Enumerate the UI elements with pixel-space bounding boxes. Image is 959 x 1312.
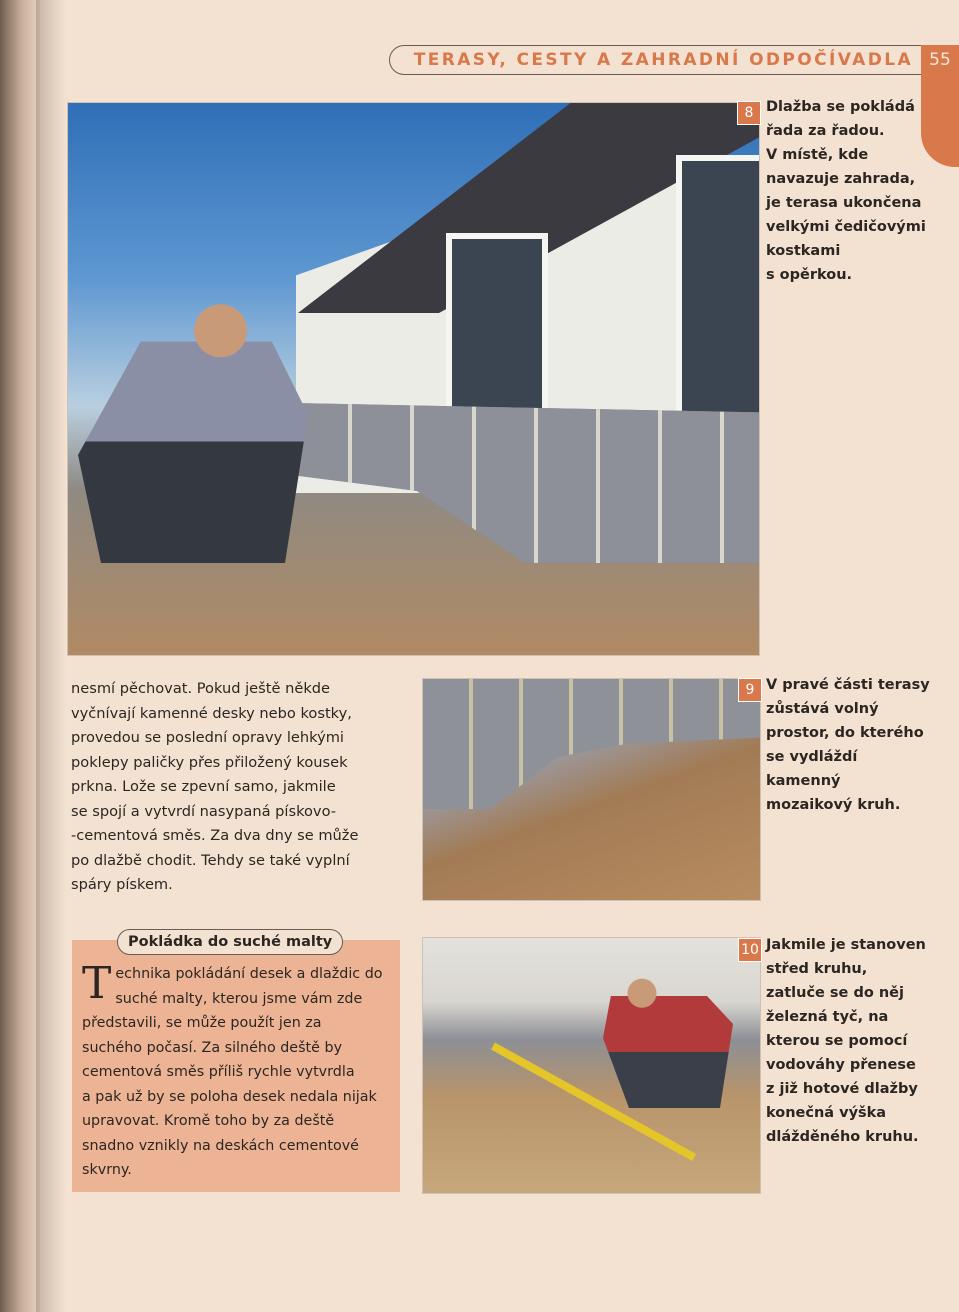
info-box-body: echnika pokládání desek a dlaždic do suché malty, kterou jsme vám zde představili, se může použít jen za suchého počasí. Za silného deště by cementová směs příliš rychle vytvrdla a pak už by se poloha desek nedala nijak upravovat. Kromě toho by za deště snadno vznikly na deskách cementové skvrny. (82, 966, 383, 1178)
page-number: 55 (921, 45, 959, 75)
photo-circle-center (423, 938, 760, 1193)
figure-number-badge: 10 (738, 938, 762, 962)
crouching-worker (603, 968, 733, 1108)
kneeling-worker (78, 293, 308, 563)
figure-caption: Jakmile je stanoven střed kruhu, zatluče se do něj železná tyč, na kterou se pomocí vodováhy přenese z již hotové dlažby konečná výška dlážděného kruhu. (766, 937, 926, 1145)
chapter-title: TERASY, CESTY A ZAHRADNÍ ODPOČÍVADLA (413, 50, 913, 70)
book-spine-shadow (0, 0, 40, 1312)
figure-caption: Dlažba se pokládá řada za řadou. V místě, kde navazuje zahrada, je terasa ukončena velkými čedičovými kostkami s opěrkou. (766, 99, 926, 283)
info-box-text (82, 958, 392, 1183)
page-curl-shadow (36, 0, 66, 1312)
figure-number-badge: 9 (738, 678, 762, 702)
figure-number-badge: 8 (737, 101, 761, 125)
info-box-title: Pokládka do suché malty (117, 929, 343, 955)
body-paragraph: nesmí pěchovat. Pokud ještě někde vyčnívají kamenné desky nebo kostky, provedou se poslední opravy lehkými poklepy paličky přes přiložený kousek prkna. Lože se zpevní samo, jakmile se spojí a vytvrdí nasypaná pískovo- -cementová směs. Za dva dny se může po dlažbě chodit. Tehdy se také vyplní spáry pískem. (71, 680, 359, 893)
paving-tiles (423, 679, 760, 809)
running-header (389, 45, 921, 75)
house-window (446, 233, 548, 433)
figure-caption: V pravé části terasy zůstává volný prostor, do kterého se vydláždí kamenný mozaikový kruh. (766, 677, 930, 813)
photo-open-space (423, 679, 760, 900)
drop-cap: T (82, 958, 112, 1009)
photo-laying-paving (68, 103, 759, 655)
house-window (676, 155, 759, 429)
